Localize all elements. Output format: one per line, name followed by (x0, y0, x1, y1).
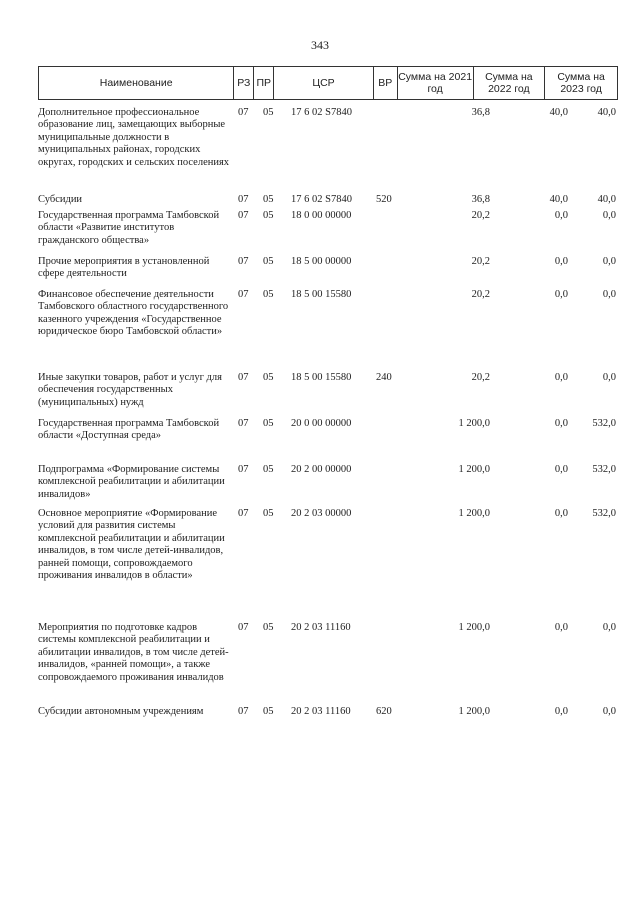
cell-pr: 05 (263, 289, 274, 300)
table-header (38, 66, 618, 100)
cell-s2023: 40,0 (597, 107, 616, 118)
cell-rz: 07 (238, 194, 249, 205)
cell-rz: 07 (238, 372, 249, 383)
cell-s2022: 0,0 (554, 706, 568, 717)
header-pr: ПР (254, 67, 274, 99)
cell-csr: 17 6 02 S7840 (291, 107, 352, 118)
cell-s2023: 532,0 (592, 418, 616, 429)
header-sum-2021: Сумма на 2021 год (398, 67, 474, 99)
cell-csr: 18 0 00 00000 (291, 210, 352, 221)
cell-s2023: 0,0 (602, 256, 616, 267)
cell-s2021: 20,2 (471, 210, 490, 221)
cell-csr: 18 5 00 00000 (291, 256, 352, 267)
cell-pr: 05 (263, 418, 274, 429)
cell-pr: 05 (263, 194, 274, 205)
cell-rz: 07 (238, 107, 249, 118)
cell-vr: 240 (376, 372, 392, 383)
cell-rz: 07 (238, 706, 249, 717)
cell-s2022: 0,0 (554, 418, 568, 429)
cell-name: Субсидии автономным учреждениям (38, 706, 204, 717)
cell-pr: 05 (263, 210, 274, 221)
cell-s2023: 0,0 (602, 706, 616, 717)
cell-name: Мероприятия по подготовке кадров системы комплексной реабилитации и абилитации инвалидов, в том числе детей-инвалидов, «ранней помощи», а также сопровождаемого проживания инвалидов (38, 622, 229, 683)
cell-name: Прочие мероприятия в установленной сфере деятельности (38, 256, 210, 280)
cell-rz: 07 (238, 508, 249, 519)
cell-s2022: 0,0 (554, 372, 568, 383)
cell-s2022: 0,0 (554, 622, 568, 633)
cell-s2022: 0,0 (554, 256, 568, 267)
cell-s2021: 1 200,0 (458, 464, 490, 475)
cell-rz: 07 (238, 210, 249, 221)
cell-rz: 07 (238, 464, 249, 475)
cell-s2023: 0,0 (602, 622, 616, 633)
header-name: Наименование (39, 67, 234, 99)
header-rz: РЗ (234, 67, 254, 99)
cell-s2023: 0,0 (602, 289, 616, 300)
header-vr: ВР (374, 67, 398, 99)
cell-csr: 20 2 03 11160 (291, 706, 351, 717)
cell-vr: 520 (376, 194, 392, 205)
cell-name: Подпрограмма «Формирование системы комплексной реабилитации и абилитации инвалидов» (38, 464, 225, 500)
cell-name: Субсидии (38, 194, 83, 205)
cell-s2023: 0,0 (602, 372, 616, 383)
cell-name: Дополнительное профессиональное образование лиц, замещающих выборные муниципальные должности в муниципальных районах, городских округах, городских и сельских поселениях (38, 107, 230, 168)
cell-s2021: 1 200,0 (458, 622, 490, 633)
cell-csr: 17 6 02 S7840 (291, 194, 352, 205)
cell-pr: 05 (263, 107, 274, 118)
cell-s2022: 0,0 (554, 210, 568, 221)
cell-csr: 20 0 00 00000 (291, 418, 352, 429)
cell-s2023: 0,0 (602, 210, 616, 221)
cell-name: Основное мероприятие «Формирование условий для развития системы комплексной реабилитации и абилитации инвалидов, в том числе детей-инвалидов, ранней помощи, сопровождаемого проживания инвалидов в области» (38, 508, 225, 582)
cell-csr: 18 5 00 15580 (291, 372, 352, 383)
cell-s2021: 1 200,0 (458, 508, 490, 519)
cell-s2021: 36,8 (471, 107, 490, 118)
cell-s2021: 20,2 (471, 256, 490, 267)
header-csr: ЦСР (274, 67, 374, 99)
cell-s2022: 40,0 (549, 107, 568, 118)
cell-s2022: 0,0 (554, 508, 568, 519)
cell-vr: 620 (376, 706, 392, 717)
cell-rz: 07 (238, 418, 249, 429)
cell-pr: 05 (263, 706, 274, 717)
cell-s2021: 20,2 (471, 372, 490, 383)
cell-csr: 18 5 00 15580 (291, 289, 352, 300)
cell-s2023: 532,0 (592, 508, 616, 519)
cell-pr: 05 (263, 372, 274, 383)
cell-s2021: 1 200,0 (458, 706, 490, 717)
cell-s2021: 20,2 (471, 289, 490, 300)
cell-s2022: 0,0 (554, 464, 568, 475)
cell-s2022: 0,0 (554, 289, 568, 300)
cell-rz: 07 (238, 622, 249, 633)
cell-pr: 05 (263, 622, 274, 633)
header-sum-2023: Сумма на 2023 год (557, 71, 605, 95)
cell-s2021: 1 200,0 (458, 418, 490, 429)
cell-csr: 20 2 00 00000 (291, 464, 352, 475)
cell-csr: 20 2 03 00000 (291, 508, 352, 519)
cell-name: Государственная программа Тамбовской области «Доступная среда» (38, 418, 220, 442)
cell-s2022: 40,0 (549, 194, 568, 205)
cell-rz: 07 (238, 256, 249, 267)
cell-pr: 05 (263, 508, 274, 519)
cell-s2023: 532,0 (592, 464, 616, 475)
cell-s2023: 40,0 (597, 194, 616, 205)
cell-name: Иные закупки товаров, работ и услуг для обеспечения государственных (муниципальных) нужд (38, 372, 222, 408)
cell-pr: 05 (263, 464, 274, 475)
cell-name: Государственная программа Тамбовской области «Развитие институтов гражданского общества» (38, 210, 220, 246)
cell-s2021: 36,8 (471, 194, 490, 205)
page-number: 343 (311, 38, 329, 52)
header-sum-2022: Сумма на 2022 год (474, 67, 546, 99)
cell-csr: 20 2 03 11160 (291, 622, 351, 633)
cell-rz: 07 (238, 289, 249, 300)
cell-name: Финансовое обеспечение деятельности Тамбовского областного государственного казенного учреждения «Государственное юридическое бюро Тамбовской области» (38, 289, 229, 338)
cell-pr: 05 (263, 256, 274, 267)
